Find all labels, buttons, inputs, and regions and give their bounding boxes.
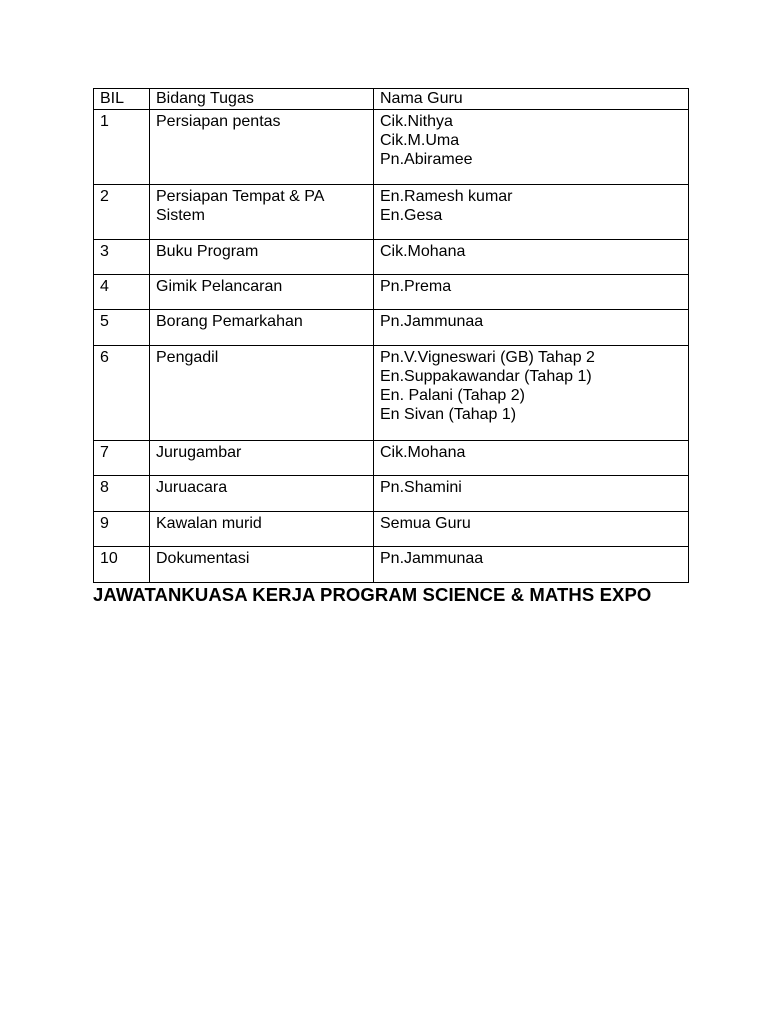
bidang-tugas-text: Gimik Pelancaran xyxy=(156,278,283,295)
bidang-tugas-text: Pengadil xyxy=(156,349,219,366)
cell-bil: 10 xyxy=(94,547,150,583)
table-row xyxy=(94,346,689,441)
nama-guru-text: Cik.Mohana xyxy=(380,444,466,461)
cell-nama-guru xyxy=(374,476,689,512)
cell-bidang-tugas xyxy=(150,476,374,512)
committee-table xyxy=(93,88,689,583)
cell-nama-guru xyxy=(374,346,689,441)
bidang-tugas-text: Buku Program xyxy=(156,243,259,260)
nama-guru-text: Pn.Abiramee xyxy=(380,151,473,168)
cell-bil: 9 xyxy=(94,512,150,547)
cell-bidang-tugas xyxy=(150,110,374,185)
table-row xyxy=(94,110,689,185)
bidang-tugas-text: Juruacara xyxy=(156,479,228,496)
cell-bidang-tugas xyxy=(150,346,374,441)
cell-bil: 3 xyxy=(94,240,150,275)
nama-guru-text: Semua Guru xyxy=(380,515,471,532)
table-row xyxy=(94,185,689,240)
cell-bil: 1 xyxy=(94,110,150,185)
nama-guru-text: Cik.Nithya xyxy=(380,113,453,130)
cell-bidang-tugas xyxy=(150,547,374,583)
header-bidang-tugas: Bidang Tugas xyxy=(150,89,374,110)
nama-guru-text: En.Gesa xyxy=(380,207,443,224)
cell-nama-guru xyxy=(374,547,689,583)
nama-guru-text: Pn.Shamini xyxy=(380,479,462,496)
table-body xyxy=(94,110,689,583)
cell-bil: 4 xyxy=(94,275,150,310)
cell-bidang-tugas xyxy=(150,185,374,240)
bidang-tugas-text: Persiapan Tempat & PA Sistem xyxy=(156,188,324,224)
cell-bidang-tugas xyxy=(150,512,374,547)
nama-guru-text: Cik.M.Uma xyxy=(380,132,460,149)
nama-guru-text: Pn.Prema xyxy=(380,278,452,295)
document-title: JAWATANKUASA KERJA PROGRAM SCIENCE & MATHS EXPO xyxy=(93,584,652,605)
cell-nama-guru xyxy=(374,240,689,275)
cell-bidang-tugas xyxy=(150,240,374,275)
bidang-tugas-text: Kawalan murid xyxy=(156,515,262,532)
bidang-tugas-text: Dokumentasi xyxy=(156,550,250,567)
table-row xyxy=(94,240,689,275)
table-row xyxy=(94,476,689,512)
header-bil: BIL xyxy=(94,89,150,110)
cell-nama-guru xyxy=(374,185,689,240)
nama-guru-text: En.Suppakawandar (Tahap 1) xyxy=(380,368,592,385)
table-row xyxy=(94,441,689,476)
cell-bidang-tugas xyxy=(150,275,374,310)
nama-guru-text: Pn.Jammunaa xyxy=(380,313,484,330)
cell-bil: 7 xyxy=(94,441,150,476)
bidang-tugas-text: Persiapan pentas xyxy=(156,113,281,130)
cell-nama-guru xyxy=(374,275,689,310)
header-nama-guru: Nama Guru xyxy=(374,89,689,110)
table-header-row xyxy=(94,89,689,110)
nama-guru-text: En Sivan (Tahap 1) xyxy=(380,406,517,423)
table-row xyxy=(94,275,689,310)
cell-nama-guru xyxy=(374,512,689,547)
table-row xyxy=(94,512,689,547)
cell-nama-guru xyxy=(374,310,689,346)
cell-bil: 8 xyxy=(94,476,150,512)
cell-bil: 6 xyxy=(94,346,150,441)
cell-bil: 2 xyxy=(94,185,150,240)
nama-guru-text: Cik.Mohana xyxy=(380,243,466,260)
cell-bidang-tugas xyxy=(150,310,374,346)
nama-guru-text: Pn.Jammunaa xyxy=(380,550,484,567)
cell-nama-guru xyxy=(374,110,689,185)
nama-guru-text: En. Palani (Tahap 2) xyxy=(380,387,525,404)
nama-guru-text: Pn.V.Vigneswari (GB) Tahap 2 xyxy=(380,349,595,366)
nama-guru-text: En.Ramesh kumar xyxy=(380,188,513,205)
cell-nama-guru xyxy=(374,441,689,476)
cell-bil: 5 xyxy=(94,310,150,346)
bidang-tugas-text: Borang Pemarkahan xyxy=(156,313,303,330)
bidang-tugas-text: Jurugambar xyxy=(156,444,242,461)
cell-bidang-tugas xyxy=(150,441,374,476)
table-row xyxy=(94,547,689,583)
table-row xyxy=(94,310,689,346)
